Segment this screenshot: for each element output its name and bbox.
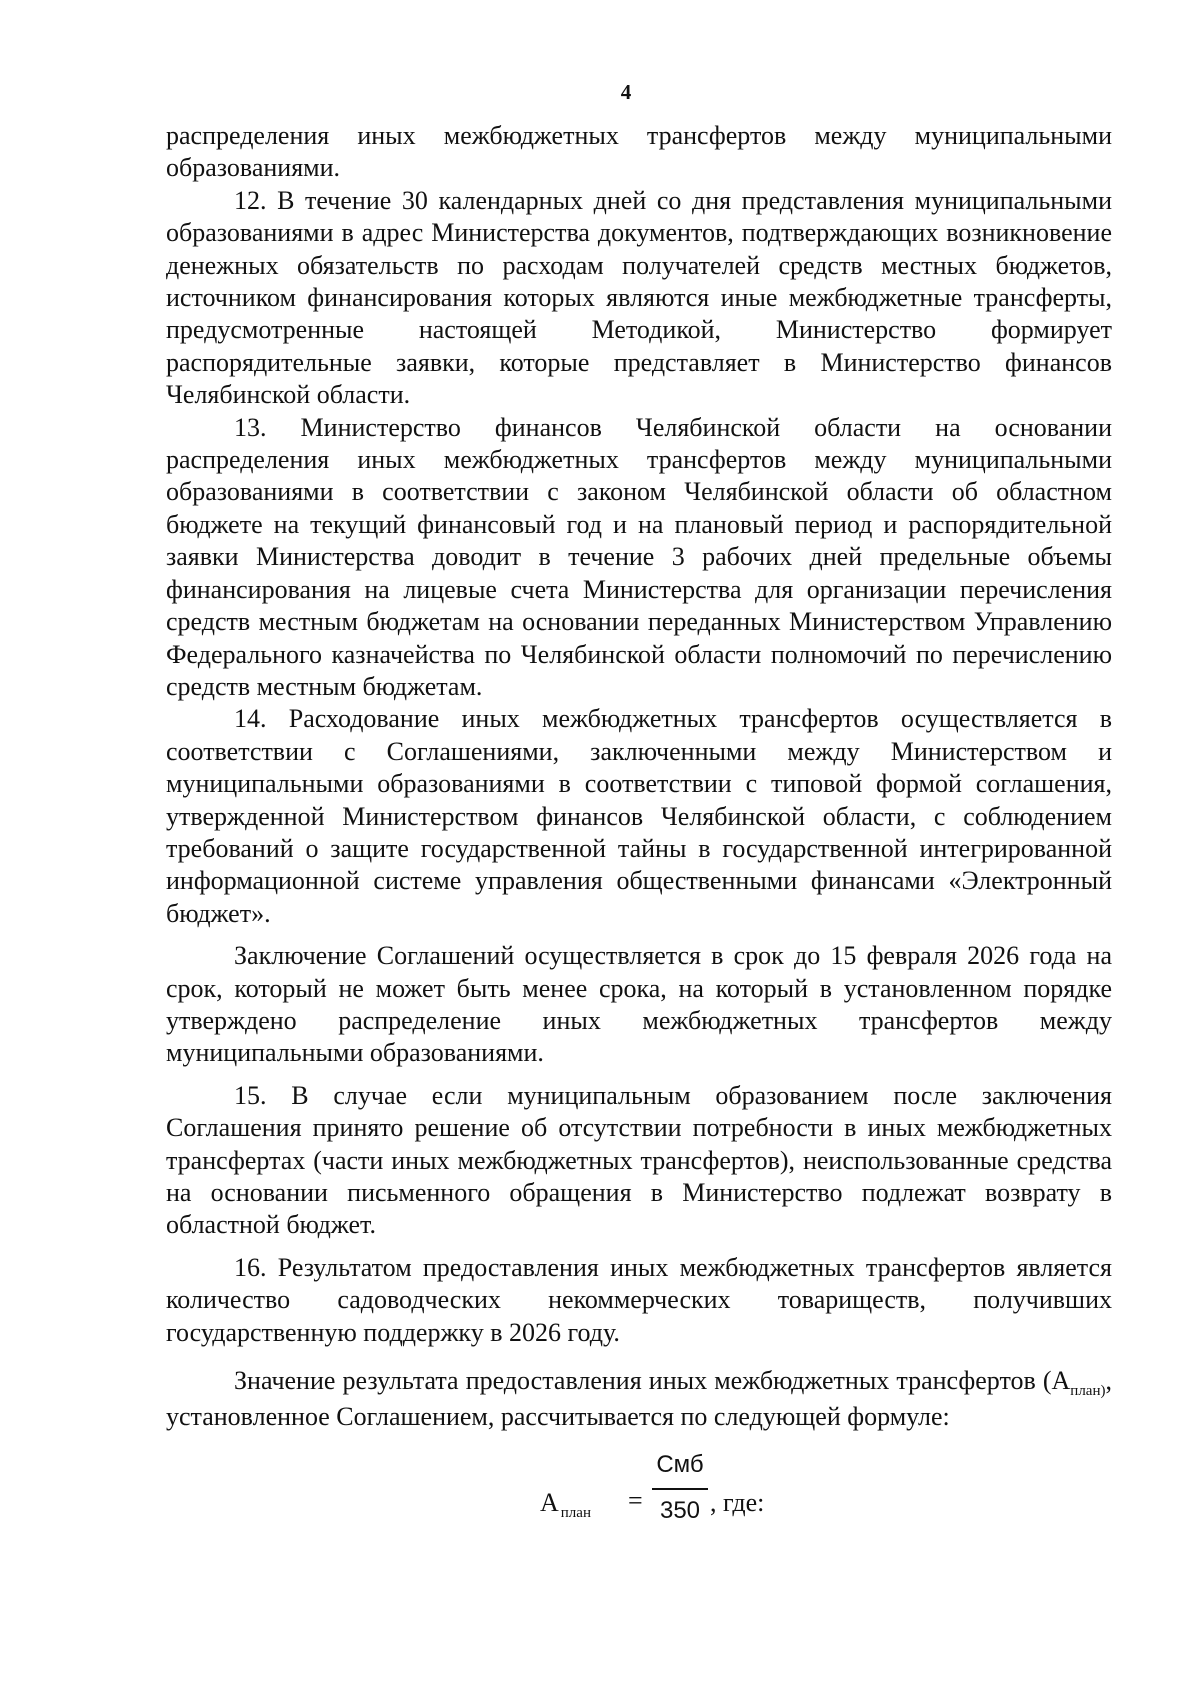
formula-denominator: 350 (659, 1497, 701, 1524)
document-body (166, 120, 1112, 1434)
result-value-text-start: Значение результата предоставления иных межбюджетных трансфертов (А (234, 1366, 1071, 1396)
formula-fraction-bar (652, 1488, 708, 1490)
paragraph-13: 13. Министерство финансов Челябинской области на основании распределения иных межбюджетных трансфертов между муниципальными образованиями в соответствии с законом Челябинской области об областном бюджете на текущий финансовый год и на плановый период и распорядительной заявки Министерства доводит в течение 3 рабочих дней предельные объемы финансирования на лицевые счета Министерства для организации перечисления средств местным бюджетам на основании переданных Министерством Управлению Федерального казначейства по Челябинской области полномочий по перечислению средств местным бюджетам. (166, 412, 1112, 701)
paragraph-continuation: распределения иных межбюджетных трансфертов между муниципальными образованиями. (166, 121, 1112, 183)
formula-tail: , где: (710, 1488, 765, 1517)
formula-lhs (540, 1488, 591, 1521)
formula-equals-sign: = (628, 1486, 643, 1515)
paragraph-14-agreement-term: Заключение Соглашений осуществляется в срок до 15 февраля 2026 года на срок, который не может быть менее срока, на который в установленном порядке утверждено распределение иных межбюджетных трансфертов между муниципальными образованиями. (166, 941, 1112, 1068)
result-value-subscript: план) (1070, 1383, 1106, 1400)
formula-variable: А (540, 1488, 559, 1517)
paragraph-12: 12. В течение 30 календарных дней со дня представления муниципальными образованиями в адрес Министерства документов, подтверждающих возникновение денежных обязательств по расходам получателей средств местных бюджетов, источником финансирования которых являются иные межбюджетные трансферты, предусмотренные настоящей Методикой, Министерство формирует распорядительные заявки, которые представляет в Министерство финансов Челябинской области. (166, 185, 1112, 410)
result-value-text-end: , установленное Соглашением, рассчитывается по следующей формуле: (166, 1366, 1112, 1432)
formula-fraction (652, 1448, 708, 1528)
paragraph-14: 14. Расходование иных межбюджетных трансфертов осуществляется в соответствии с Соглашениями, заключенными между Министерством и муниципальными образованиями в соответствии с типовой формой соглашения, утвержденной Министерством финансов Челябинской области, с соблюдением требований о защите государственной тайны в государственной интегрированной информационной системе управления общественными финансами «Электронный бюджет». (166, 704, 1112, 928)
formula-numerator: Смб (656, 1451, 704, 1478)
formula (540, 1448, 840, 1538)
page-number: 4 (620, 80, 632, 104)
formula-variable-subscript: план (560, 1505, 591, 1521)
paragraph-16-result-value (166, 1365, 1112, 1434)
paragraph-16: 16. Результатом предоставления иных межбюджетных трансфертов является количество садоводческих некоммерческих товариществ, получивших государственную поддержку в 2026 году. (166, 1252, 1112, 1347)
paragraph-15: 15. В случае если муниципальным образованием после заключения Соглашения принято решение об отсутствии потребности в иных межбюджетных трансфертах (части иных межбюджетных трансфертов), неиспользованные средства на основании письменного обращения в Министерство подлежат возврату в областной бюджет. (166, 1080, 1112, 1240)
